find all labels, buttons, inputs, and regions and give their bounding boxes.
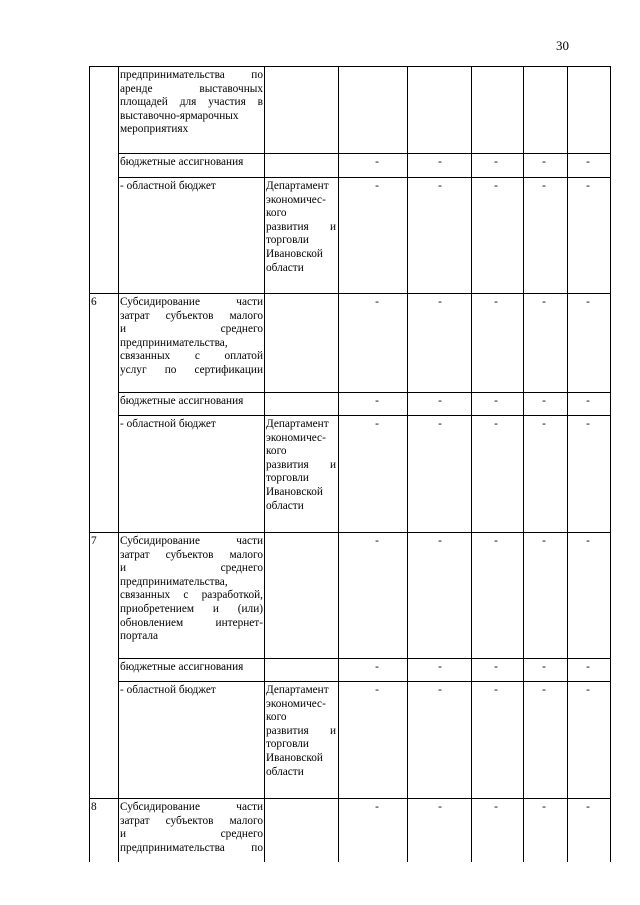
measure-name-line: и среднего <box>120 828 263 841</box>
measure-name-line: площадей для участия в <box>120 96 263 109</box>
budget-value-cell: - <box>586 296 590 308</box>
responsible-executor-line: развития и <box>266 724 336 737</box>
column-border-2 <box>264 66 265 862</box>
budget-value-cell: - <box>494 296 498 308</box>
column-border-4 <box>407 66 408 862</box>
row-border-1 <box>118 153 611 154</box>
responsible-executor-line: Департамент <box>266 684 329 696</box>
responsible-executor-line: Ивановской <box>266 486 323 498</box>
budget-value-cell: - <box>494 156 498 168</box>
measure-name-line: - областной бюджет <box>120 180 216 192</box>
row-number: 6 <box>91 296 97 308</box>
column-border-7 <box>567 66 568 862</box>
budget-value-cell: - <box>375 684 379 696</box>
budget-value-cell: - <box>375 661 379 673</box>
budget-value-cell: - <box>375 535 379 547</box>
budget-value-cell: - <box>542 684 546 696</box>
budget-value-cell: - <box>438 684 442 696</box>
measure-name-line: предпринимательства, <box>120 336 228 349</box>
column-border-0 <box>89 66 90 862</box>
measure-name-line: мероприятиях <box>120 123 189 136</box>
budget-value-cell: - <box>542 180 546 192</box>
budget-value-cell: - <box>586 156 590 168</box>
measure-name-line: связанных с разработкой, <box>120 589 263 602</box>
responsible-executor-line: экономичес- <box>266 431 326 444</box>
budget-value-cell: - <box>586 395 590 407</box>
measure-name-line: затрат субъектов малого <box>120 814 263 827</box>
row-border-9 <box>89 798 611 799</box>
responsible-executor-line: Ивановской <box>266 752 323 764</box>
budget-value-cell: - <box>494 180 498 192</box>
responsible-executor-line: развития и <box>266 220 336 233</box>
budget-value-cell: - <box>542 296 546 308</box>
budget-value-cell: - <box>542 535 546 547</box>
budget-value-cell: - <box>375 156 379 168</box>
responsible-executor-line: экономичес- <box>266 193 326 206</box>
responsible-executor-line: области <box>266 261 304 274</box>
measure-name-line: и среднего <box>120 562 263 575</box>
row-border-2 <box>118 177 611 178</box>
row-border-4 <box>118 392 611 393</box>
row-number: 7 <box>91 535 97 547</box>
budget-value-cell: - <box>542 801 546 813</box>
row-border-6 <box>89 532 611 533</box>
row-border-8 <box>118 681 611 682</box>
budget-value-cell: - <box>375 418 379 430</box>
budget-value-cell: - <box>375 296 379 308</box>
budget-value-cell: - <box>438 801 442 813</box>
responsible-executor-line: Ивановской <box>266 248 323 260</box>
responsible-executor-line: Департамент <box>266 418 329 430</box>
budget-value-cell: - <box>438 180 442 192</box>
measure-name-line: - областной бюджет <box>120 684 216 696</box>
budget-value-cell: - <box>586 535 590 547</box>
budget-value-cell: - <box>586 801 590 813</box>
budget-value-cell: - <box>542 395 546 407</box>
responsible-executor-line: Департамент <box>266 180 329 192</box>
measure-name-line: обновлением интернет- <box>120 616 263 629</box>
budget-value-cell: - <box>586 180 590 192</box>
budget-value-cell: - <box>438 296 442 308</box>
column-border-3 <box>338 66 339 862</box>
measure-name-line: Субсидирование части <box>120 535 263 547</box>
responsible-executor-line: торговли <box>266 472 309 485</box>
row-border-5 <box>118 415 611 416</box>
measure-name-line: выставочно-ярмарочных <box>120 109 239 122</box>
responsible-executor-line: области <box>266 499 304 512</box>
measure-name-line: услуг по сертификации <box>120 364 263 376</box>
column-border-5 <box>471 66 472 862</box>
budget-value-cell: - <box>375 395 379 407</box>
budget-value-cell: - <box>586 418 590 430</box>
budget-value-cell: - <box>542 661 546 673</box>
responsible-executor-line: торговли <box>266 234 309 247</box>
budget-value-cell: - <box>586 661 590 673</box>
column-border-6 <box>523 66 524 862</box>
measure-name-line: аренде выставочных <box>120 82 263 95</box>
budget-value-cell: - <box>494 684 498 696</box>
budget-value-cell: - <box>375 180 379 192</box>
measure-name-line: Субсидирование части <box>120 296 263 308</box>
row-border-top <box>89 66 611 67</box>
budget-value-cell: - <box>375 801 379 813</box>
responsible-executor-line: развития и <box>266 458 336 471</box>
measure-name-line: бюджетные ассигнования <box>120 661 244 673</box>
budget-value-cell: - <box>586 684 590 696</box>
measure-name-line: - областной бюджет <box>120 418 216 430</box>
page-number: 30 <box>556 38 569 53</box>
budget-value-cell: - <box>494 661 498 673</box>
budget-value-cell: - <box>438 661 442 673</box>
responsible-executor-line: кого <box>266 711 287 724</box>
measure-name-line: затрат субъектов малого <box>120 309 263 322</box>
responsible-executor-line: торговли <box>266 738 309 751</box>
measure-name-line: и среднего <box>120 323 263 336</box>
measure-name-line: бюджетные ассигнования <box>120 395 244 407</box>
budget-value-cell: - <box>438 156 442 168</box>
responsible-executor-line: области <box>266 765 304 778</box>
measure-name-line: портала <box>120 630 159 643</box>
measure-name-line: предпринимательства, <box>120 575 228 588</box>
budget-value-cell: - <box>438 395 442 407</box>
responsible-executor-line: кого <box>266 207 287 220</box>
budget-value-cell: - <box>494 535 498 547</box>
responsible-executor-line: кого <box>266 445 287 458</box>
budget-value-cell: - <box>438 418 442 430</box>
budget-value-cell: - <box>494 801 498 813</box>
measure-name-line: затрат субъектов малого <box>120 548 263 561</box>
budget-value-cell: - <box>494 418 498 430</box>
row-border-3 <box>89 293 611 294</box>
budget-value-cell: - <box>542 418 546 430</box>
responsible-executor-line: экономичес- <box>266 697 326 710</box>
budget-value-cell: - <box>438 535 442 547</box>
column-border-8 <box>610 66 611 862</box>
row-border-7 <box>118 658 611 659</box>
measure-name-line: Субсидирование части <box>120 801 263 813</box>
measure-name-line: предпринимательства по <box>120 69 263 81</box>
row-number: 8 <box>91 801 97 813</box>
measure-name-line: бюджетные ассигнования <box>120 156 244 168</box>
measure-name-line: приобретением и (или) <box>120 603 263 615</box>
budget-value-cell: - <box>542 156 546 168</box>
measure-name-line: предпринимательства по <box>120 841 263 854</box>
measure-name-line: связанных с оплатой <box>120 350 263 363</box>
budget-value-cell: - <box>494 395 498 407</box>
column-border-1 <box>118 66 119 862</box>
